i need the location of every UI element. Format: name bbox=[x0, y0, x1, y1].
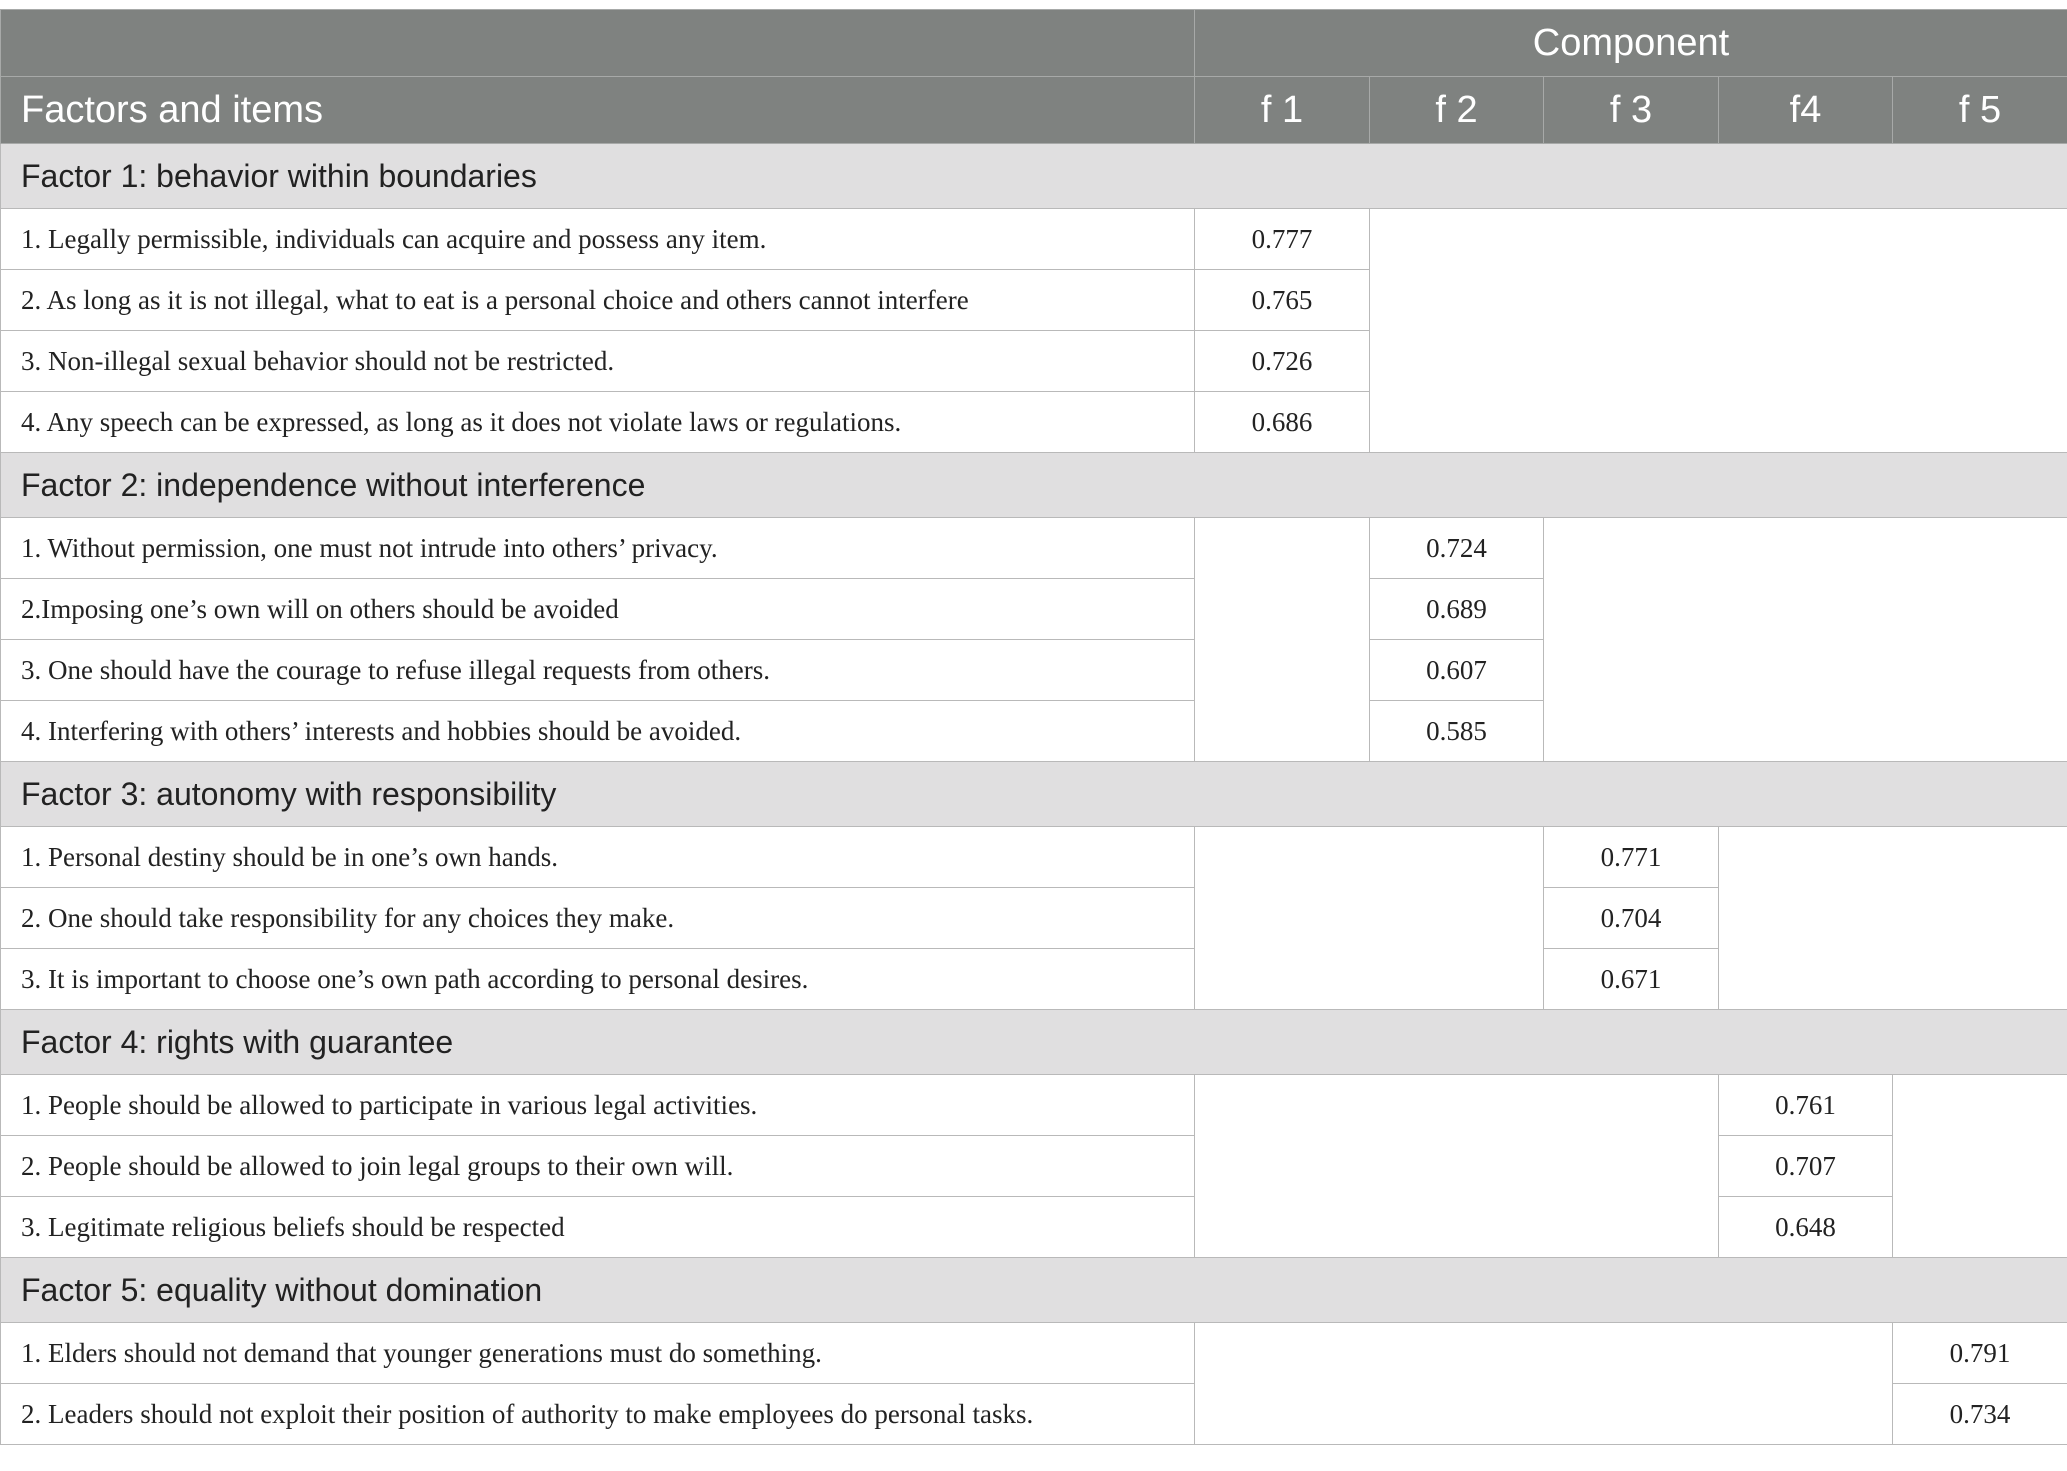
item-text: 3. Legitimate religious beliefs should be respected bbox=[1, 1197, 1195, 1258]
loading-value: 0.671 bbox=[1544, 949, 1719, 1010]
empty-cell bbox=[1195, 1323, 1893, 1445]
loading-value: 0.771 bbox=[1544, 827, 1719, 888]
empty-cell bbox=[1370, 209, 2067, 453]
empty-cell bbox=[1195, 827, 1544, 1010]
item-text: 2. People should be allowed to join legal groups to their own will. bbox=[1, 1136, 1195, 1197]
loading-value: 0.765 bbox=[1195, 270, 1370, 331]
loading-value: 0.585 bbox=[1370, 701, 1544, 762]
item-text: 4. Interfering with others’ interests and hobbies should be avoided. bbox=[1, 701, 1195, 762]
item-text: 2. One should take responsibility for any choices they make. bbox=[1, 888, 1195, 949]
table-row bbox=[1, 1136, 2067, 1197]
table-row bbox=[1, 518, 2067, 579]
table-row bbox=[1, 827, 2067, 888]
header-row-component bbox=[1, 10, 2067, 77]
item-text: 3. Non-illegal sexual behavior should not be restricted. bbox=[1, 331, 1195, 392]
empty-cell bbox=[1893, 1075, 2067, 1258]
column-header-f4: f4 bbox=[1719, 77, 1893, 144]
loading-value: 0.777 bbox=[1195, 209, 1370, 270]
loading-value: 0.686 bbox=[1195, 392, 1370, 453]
item-text: 1. Without permission, one must not intrude into others’ privacy. bbox=[1, 518, 1195, 579]
column-header-f2: f 2 bbox=[1370, 77, 1544, 144]
header-row-columns bbox=[1, 77, 2067, 144]
factor-title: Factor 2: independence without interference bbox=[1, 453, 2067, 518]
item-text: 1. Legally permissible, individuals can acquire and possess any item. bbox=[1, 209, 1195, 270]
loading-value: 0.707 bbox=[1719, 1136, 1893, 1197]
factor-row bbox=[1, 1010, 2067, 1075]
factor-title: Factor 4: rights with guarantee bbox=[1, 1010, 2067, 1075]
item-text: 2. As long as it is not illegal, what to eat is a personal choice and others cannot interfere bbox=[1, 270, 1195, 331]
item-text: 1. Elders should not demand that younger generations must do something. bbox=[1, 1323, 1195, 1384]
factor-row bbox=[1, 453, 2067, 518]
factor-row bbox=[1, 762, 2067, 827]
factor-loadings-table bbox=[0, 9, 2067, 1445]
loading-value: 0.648 bbox=[1719, 1197, 1893, 1258]
loading-value: 0.704 bbox=[1544, 888, 1719, 949]
factor-title: Factor 5: equality without domination bbox=[1, 1258, 2067, 1323]
factor-title: Factor 3: autonomy with responsibility bbox=[1, 762, 2067, 827]
loading-value: 0.724 bbox=[1370, 518, 1544, 579]
empty-cell bbox=[1719, 827, 2067, 1010]
loading-value: 0.761 bbox=[1719, 1075, 1893, 1136]
loading-value: 0.791 bbox=[1893, 1323, 2067, 1384]
table-row bbox=[1, 1197, 2067, 1258]
factor-title: Factor 1: behavior within boundaries bbox=[1, 144, 2067, 209]
item-text: 1. Personal destiny should be in one’s own hands. bbox=[1, 827, 1195, 888]
table-row bbox=[1, 1323, 2067, 1384]
empty-cell bbox=[1195, 1075, 1719, 1258]
loading-value: 0.607 bbox=[1370, 640, 1544, 701]
factor-row bbox=[1, 1258, 2067, 1323]
column-header-f5: f 5 bbox=[1893, 77, 2067, 144]
empty-cell bbox=[1195, 518, 1370, 762]
table-row bbox=[1, 1075, 2067, 1136]
factors-items-header: Factors and items bbox=[1, 77, 1195, 144]
column-header-f1: f 1 bbox=[1195, 77, 1370, 144]
item-text: 2.Imposing one’s own will on others should be avoided bbox=[1, 579, 1195, 640]
column-header-f3: f 3 bbox=[1544, 77, 1719, 144]
header-empty-cell bbox=[1, 10, 1195, 77]
loading-value: 0.689 bbox=[1370, 579, 1544, 640]
empty-cell bbox=[1544, 518, 2067, 762]
item-text: 4. Any speech can be expressed, as long as it does not violate laws or regulations. bbox=[1, 392, 1195, 453]
item-text: 1. People should be allowed to participate in various legal activities. bbox=[1, 1075, 1195, 1136]
item-text: 3. One should have the courage to refuse illegal requests from others. bbox=[1, 640, 1195, 701]
component-header: Component bbox=[1195, 10, 2067, 77]
table-row bbox=[1, 209, 2067, 270]
factor-row bbox=[1, 144, 2067, 209]
loading-value: 0.734 bbox=[1893, 1384, 2067, 1445]
loading-value: 0.726 bbox=[1195, 331, 1370, 392]
item-text: 3. It is important to choose one’s own path according to personal desires. bbox=[1, 949, 1195, 1010]
item-text: 2. Leaders should not exploit their position of authority to make employees do personal tasks. bbox=[1, 1384, 1195, 1445]
